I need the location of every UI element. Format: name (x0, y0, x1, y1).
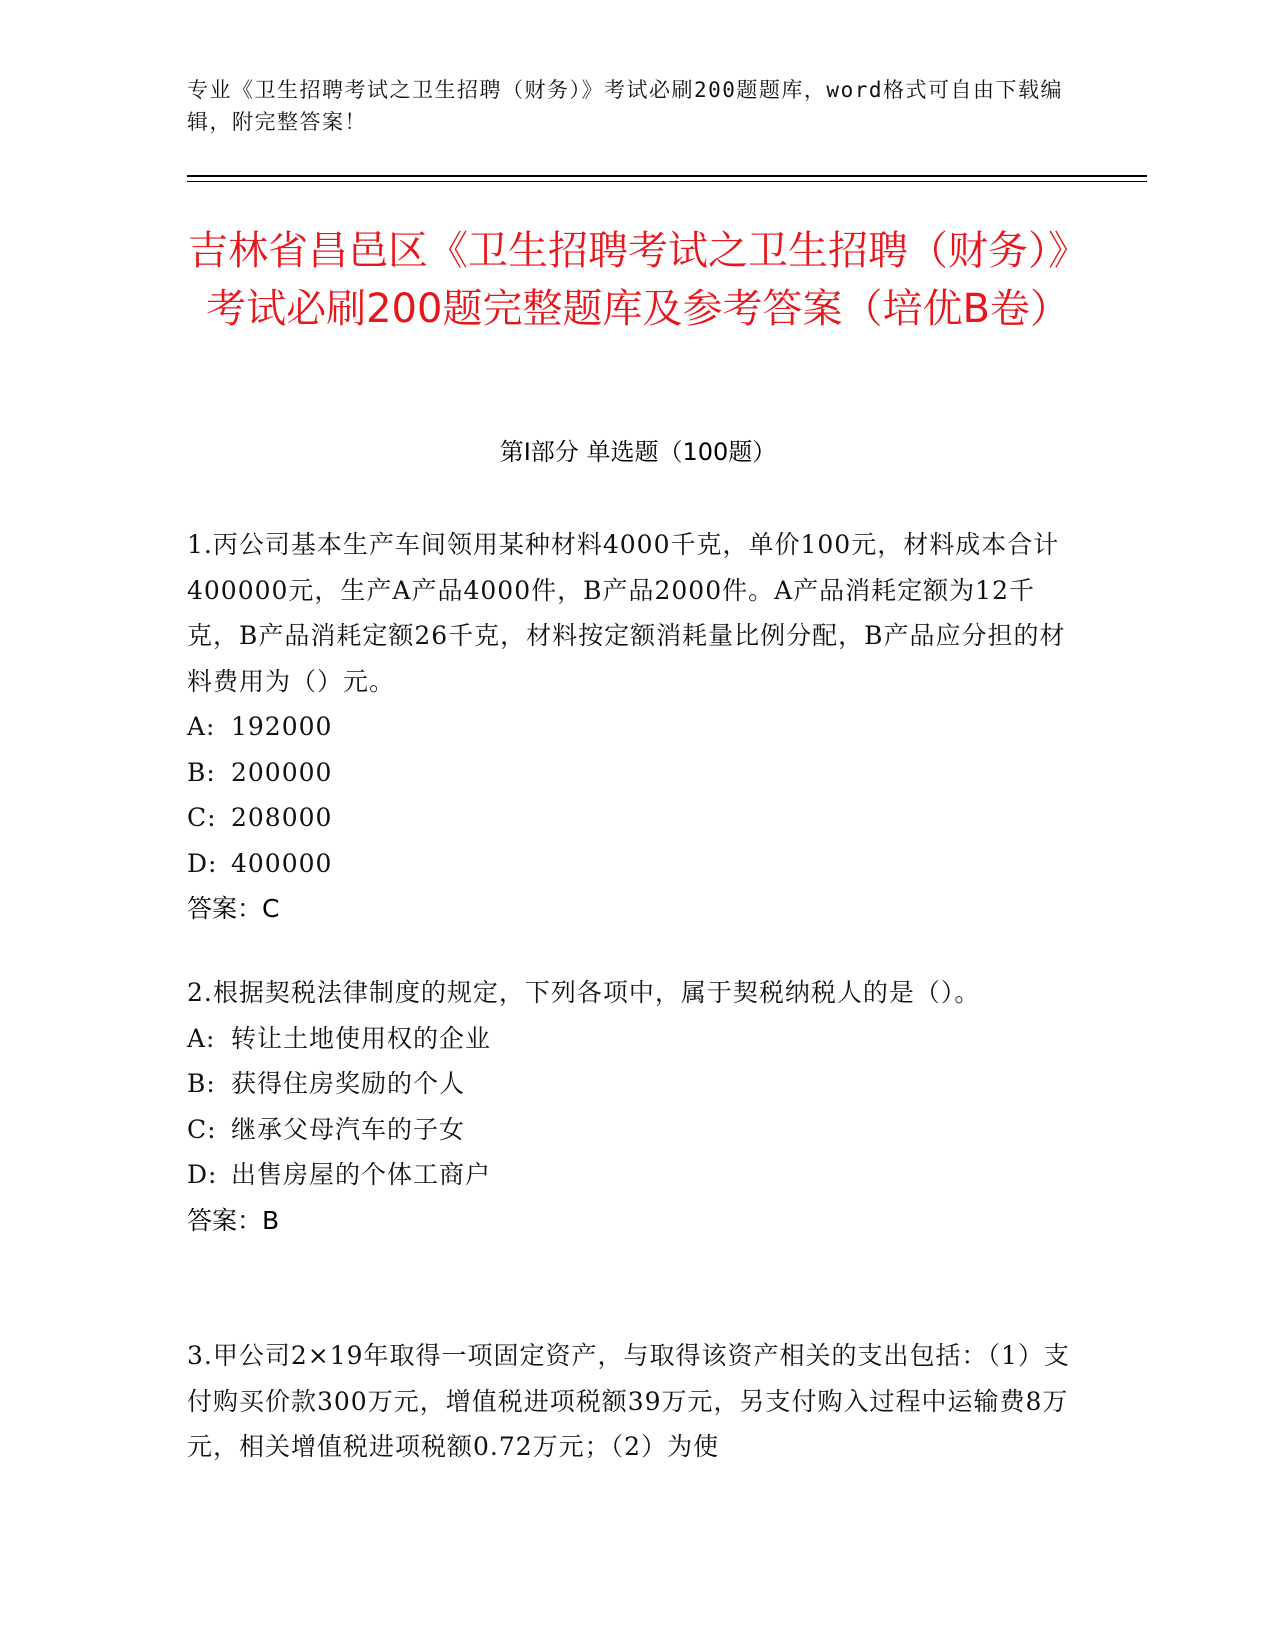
header-divider-thin (187, 181, 1147, 182)
option-letter: C: (187, 1114, 217, 1144)
header-note: 专业《卫生招聘考试之卫生招聘（财务）》考试必刷200题题库，word格式可自由下载编辑，附完整答案！ (187, 78, 1063, 134)
option-letter: A: (187, 712, 216, 741)
option-d (187, 1152, 1077, 1198)
option-text: 192000 (231, 712, 333, 741)
header-divider (187, 175, 1147, 177)
option-text: 继承父母汽车的子女 (231, 1114, 466, 1144)
option-letter: A: (187, 1023, 216, 1053)
option-text: 转让土地使用权的企业 (231, 1023, 492, 1053)
section-title: 第Ⅰ部分 单选题（100题） (499, 438, 777, 466)
option-d (187, 841, 1077, 887)
answer-line: 答案：C (187, 894, 280, 923)
option-text: 出售房屋的个体工商户 (231, 1160, 492, 1189)
option-c (187, 1107, 1077, 1153)
option-text: 400000 (231, 848, 333, 878)
option-letter: B: (187, 1069, 216, 1098)
option-text: 200000 (231, 757, 333, 787)
question-1 (187, 522, 1077, 932)
question-3 (187, 1333, 1077, 1470)
option-letter: D: (187, 1160, 218, 1189)
option-c (187, 795, 1077, 841)
option-letter: B: (187, 757, 216, 787)
option-letter: C: (187, 803, 217, 832)
option-text: 208000 (231, 803, 333, 832)
option-a (187, 1016, 1077, 1062)
option-b (187, 1061, 1077, 1107)
document-title: 吉林省昌邑区《卫生招聘考试之卫生招聘（财务）》考试必刷200题完整题库及参考答案（培优B卷） (188, 228, 1088, 332)
question-text: 2.根据契税法律制度的规定，下列各项中，属于契税纳税人的是（）。 (187, 978, 981, 1007)
option-b (187, 750, 1077, 796)
option-letter: D: (187, 848, 218, 878)
question-2 (187, 970, 1077, 1243)
option-text: 获得住房奖励的个人 (231, 1069, 466, 1098)
answer-line: 答案：B (187, 1205, 280, 1235)
option-a (187, 704, 1077, 750)
question-text: 1.丙公司基本生产车间领用某种材料4000千克，单价100元，材料成本合计400000元，生产A产品4000件，B产品2000件。A产品消耗定额为12千克，B产品消耗定额26千克，材料按定额消耗量比例分配，B产品应分担的材料费用为（）元。 (187, 530, 1066, 696)
question-text: 3.甲公司2×19年取得一项固定资产，与取得该资产相关的支出包括：（1）支付购买价款300万元，增值税进项税额39万元，另支付购入过程中运输费8万元，相关增值税进项税额0.72万元；（2）为使 (187, 1341, 1070, 1461)
